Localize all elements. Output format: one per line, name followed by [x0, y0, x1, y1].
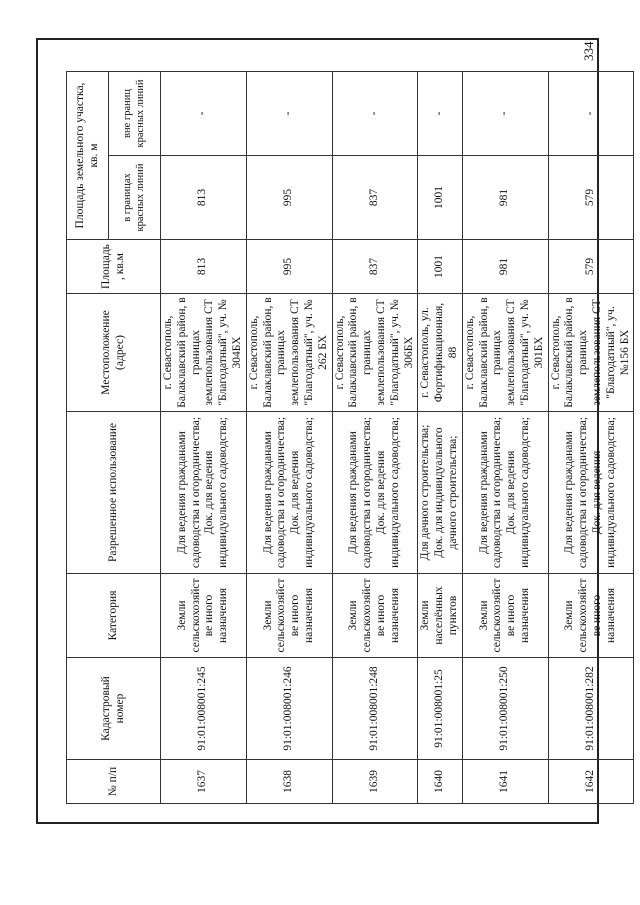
table-row	[246, 72, 332, 804]
table-row	[462, 72, 548, 804]
header-location: Местоположение (адрес)	[67, 294, 161, 412]
cell-location: г. Севастополь, Балаклавский район, в границах землепользования СТ "Благодатный", уч. №156 БХ	[548, 294, 634, 412]
table-row	[418, 72, 462, 804]
header-category: Категория	[67, 574, 161, 658]
cell-use: Для дачного строительства; Док. для индивидуального дачного строительства;	[418, 412, 462, 574]
cell-inside: 813	[161, 156, 247, 240]
cell-use: Для ведения гражданами садоводства и огородничества; Док. для ведения индивидуального садоводства;	[332, 412, 418, 574]
header-land-area: Площадь земельного участка, кв. м	[67, 72, 109, 240]
cell-use: Для ведения гражданами садоводства и огородничества; Док. для ведения индивидуального садоводства;	[246, 412, 332, 574]
cell-location: г. Севастополь, Балаклавский район, в границах землепользования СТ "Благодатный", уч. № 304БХ	[161, 294, 247, 412]
header-row	[67, 72, 109, 804]
cell-outside: -	[418, 72, 462, 156]
cell-inside: 837	[332, 156, 418, 240]
cell-location: г. Севастополь, Балаклавский район, в границах землепользования СТ "Благодатный", уч. № 306БХ	[332, 294, 418, 412]
cell-inside: 1001	[418, 156, 462, 240]
cell-area: 981	[462, 240, 548, 294]
cell-use: Для ведения гражданами садоводства и огородничества; Док. для ведения индивидуального садоводства;	[548, 412, 634, 574]
cell-inside: 981	[462, 156, 548, 240]
cell-category: Земли сельскохозяйстве иного назначения	[246, 574, 332, 658]
header-area: Площадь, кв.м	[67, 240, 161, 294]
cell-use: Для ведения гражданами садоводства и огородничества; Док. для ведения индивидуального садоводства;	[161, 412, 247, 574]
cell-cadastral: 91:01:008001:282	[548, 658, 634, 760]
cell-category: Земли населённых пунктов	[418, 574, 462, 658]
land-plots-table	[66, 71, 634, 804]
cell-outside: -	[462, 72, 548, 156]
cell-outside: -	[246, 72, 332, 156]
cell-cadastral: 91:01:008001:245	[161, 658, 247, 760]
header-permitted-use: Разрешенное использование	[67, 412, 161, 574]
cell-num: 1642	[548, 760, 634, 804]
header-cadastral: Кадастровый номер	[67, 658, 161, 760]
cell-cadastral: 91:01:008001:246	[246, 658, 332, 760]
cell-area: 837	[332, 240, 418, 294]
cell-category: Земли сельскохозяйстве иного назначения	[332, 574, 418, 658]
table-row	[548, 72, 634, 804]
cell-location: г. Севастополь, Балаклавский район, в границах землепользования СТ "Благодатный", уч. № 301БХ	[462, 294, 548, 412]
table-row	[332, 72, 418, 804]
cell-cadastral: 91:01:008001:25	[418, 658, 462, 760]
cell-category: Земли сельскохозяйстве иного назначения	[161, 574, 247, 658]
table-row	[161, 72, 247, 804]
cell-area: 579	[548, 240, 634, 294]
cell-location: г. Севастополь, Балаклавский район, в границах землепользования СТ "Благодатный", уч. № 262 БХ	[246, 294, 332, 412]
header-outside-red: вне границ красных линий	[109, 72, 161, 156]
cell-outside: -	[548, 72, 634, 156]
cell-num: 1638	[246, 760, 332, 804]
header-num: № п/п	[67, 760, 161, 804]
cell-inside: 995	[246, 156, 332, 240]
header-inside-red: в границах красных линий	[109, 156, 161, 240]
cell-num: 1637	[161, 760, 247, 804]
cell-outside: -	[161, 72, 247, 156]
cell-area: 813	[161, 240, 247, 294]
page-number: 334	[581, 41, 596, 61]
cell-inside: 579	[548, 156, 634, 240]
cell-num: 1639	[332, 760, 418, 804]
cell-outside: -	[332, 72, 418, 156]
cell-cadastral: 91:01:008001:248	[332, 658, 418, 760]
cell-cadastral: 91:01:008001:250	[462, 658, 548, 760]
cell-location: г. Севастополь, ул. Фортификационная, 88	[418, 294, 462, 412]
cell-area: 995	[246, 240, 332, 294]
cell-category: Земли сельскохозяйстве иного назначения	[548, 574, 634, 658]
cell-use: Для ведения гражданами садоводства и огородничества; Док. для ведения индивидуального садоводства;	[462, 412, 548, 574]
cell-area: 1001	[418, 240, 462, 294]
rotated-table-container	[66, 72, 631, 804]
cell-category: Земли сельскохозяйстве иного назначения	[462, 574, 548, 658]
cell-num: 1640	[418, 760, 462, 804]
cell-num: 1641	[462, 760, 548, 804]
